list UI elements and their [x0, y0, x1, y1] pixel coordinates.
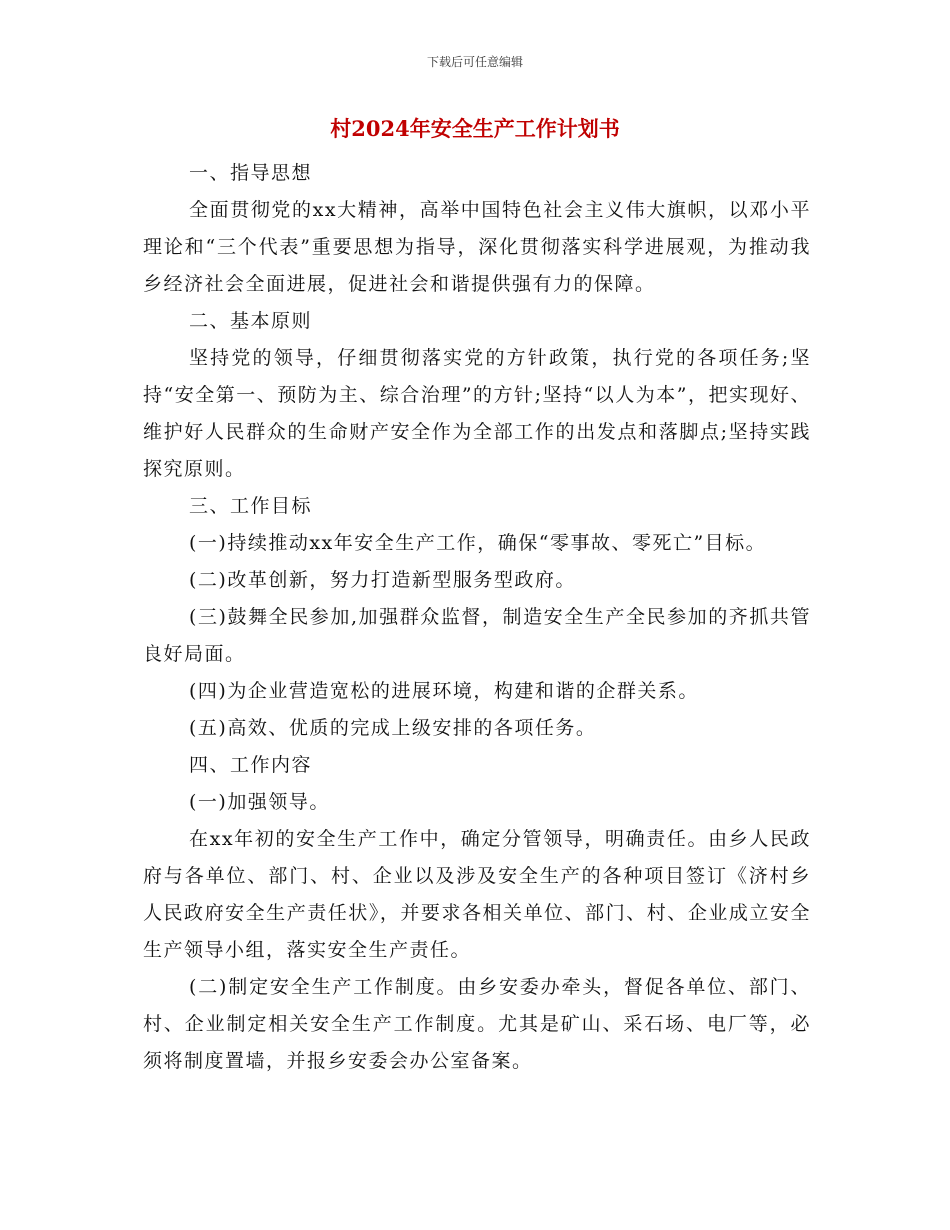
goal-item-5: (五)高效、优质的完成上级安排的各项任务。 — [189, 717, 597, 739]
goal-item-2: (二)改革创新，努力打造新型服务型政府。 — [189, 569, 576, 591]
content-item-2-paragraph: (二)制定安全生产工作制度。由乡安委办牵头，督促各单位、部门、村、企业制定相关安全生产工作制度。尤其是矿山、采石场、电厂等，必须将制度置墙，并报乡安委会办公室备案。 — [143, 976, 811, 1072]
section-heading-work-content: 四、工作内容 — [189, 754, 313, 776]
section-heading-basic-principles: 二、基本原则 — [189, 310, 313, 332]
document-body — [143, 155, 811, 1080]
content-item-1-heading: (一)加强领导。 — [189, 791, 330, 813]
goal-item-4: (四)为企业营造宽松的进展环境，构建和谐的企群关系。 — [189, 680, 699, 702]
header-note: 下载后可任意编辑 — [426, 55, 523, 69]
paragraph-basic-principles: 坚持党的领导，仔细贯彻落实党的方针政策，执行党的各项任务;坚持“安全第一、预防为主、综合治理”的方针;坚持“以人为本”，把实现好、维护好人民群众的生命财产安全作为全部工作的出发点和落脚点;坚持实践探究原则。 — [143, 347, 811, 480]
paragraph-guiding-ideology: 全面贯彻党的xx大精神，高举中国特色社会主义伟大旗帜，以邓小平理论和“三个代表”重要思想为指导，深化贯彻落实科学进展观，为推动我乡经济社会全面进展，促进社会和谐提供强有力的保障。 — [143, 199, 811, 295]
section-heading-guiding-ideology: 一、指导思想 — [189, 162, 313, 184]
section-heading-work-goals: 三、工作目标 — [189, 495, 313, 517]
goal-item-1: (一)持续推动xx年安全生产工作，确保“零事故、零死亡”目标。 — [189, 532, 767, 554]
goal-item-3: (三)鼓舞全民参加,加强群众监督，制造安全生产全民参加的齐抓共管良好局面。 — [143, 606, 811, 665]
document-title: 村2024年安全生产工作计划书 — [330, 116, 620, 141]
content-item-1-paragraph: 在xx年初的安全生产工作中，确定分管领导，明确责任。由乡人民政府与各单位、部门、村、企业以及涉及安全生产的各种项目签订《济村乡人民政府安全生产责任状》，并要求各相关单位、部门、村、企业成立安全生产领导小组，落实安全生产责任。 — [143, 828, 811, 961]
